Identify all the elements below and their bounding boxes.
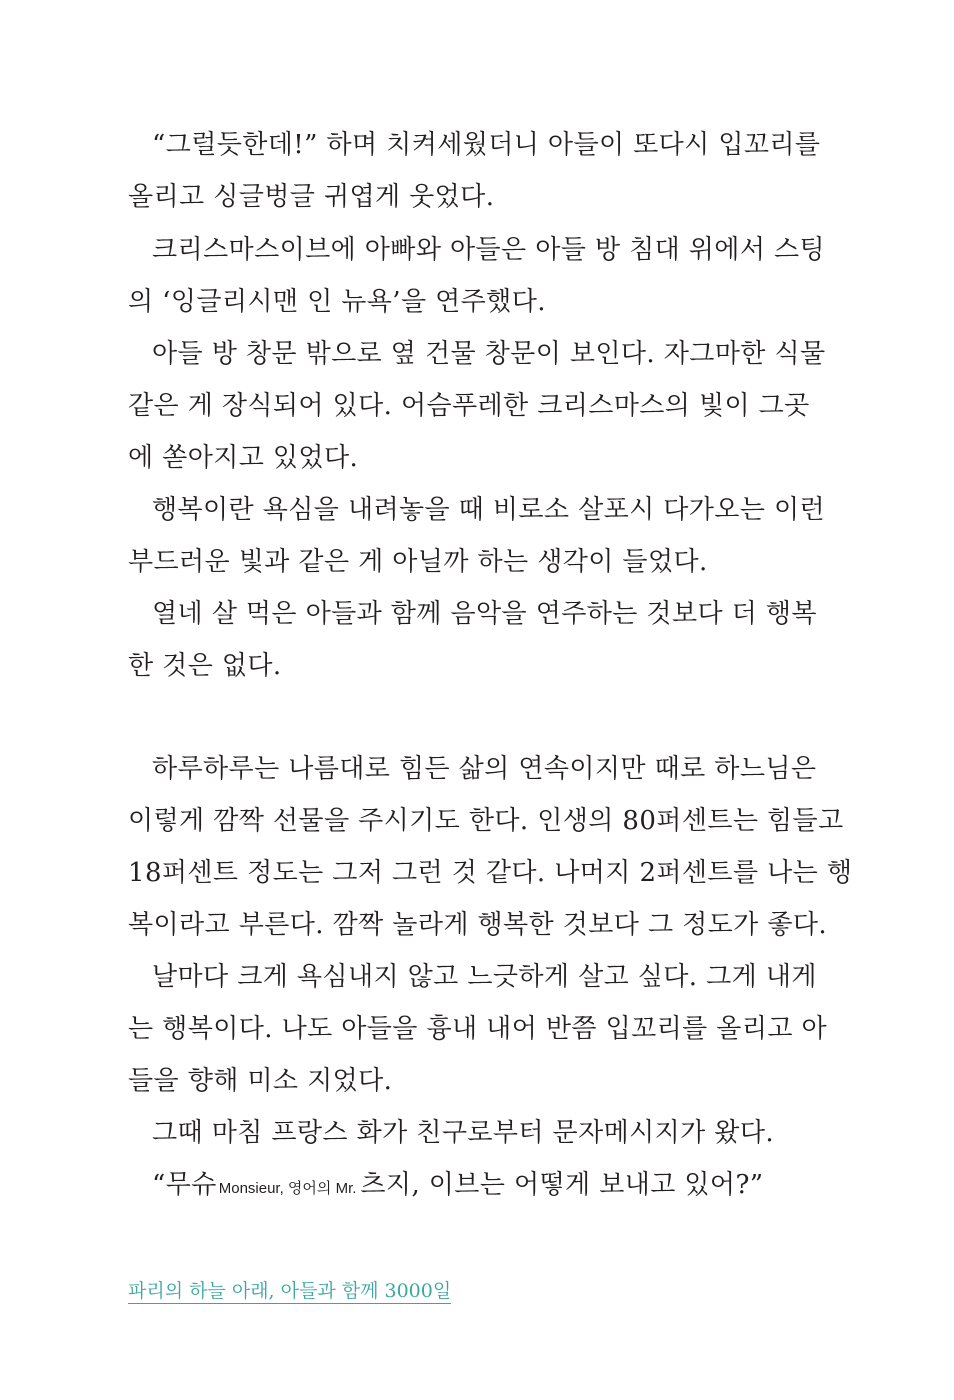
text-line: 복이라고 부른다. 깜짝 놀라게 행복한 것보다 그 정도가 좋다.	[128, 910, 828, 940]
text-line: 행복이란 욕심을 내려놓을 때 비로소 살포시 다가오는 이런	[152, 495, 826, 525]
gloss-note: Monsieur, 영어의 Mr.	[218, 1180, 357, 1197]
text-line: “그럴듯한데!” 하며 치켜세웠더니 아들이 또다시 입꼬리를	[152, 130, 821, 160]
text-line-with-gloss	[152, 1168, 763, 1206]
text-line: 한 것은 없다.	[128, 651, 282, 681]
quote-rest: 츠지, 이브는 어떻게 보내고 있어?”	[360, 1170, 764, 1200]
text-line: 크리스마스이브에 아빠와 아들은 아들 방 침대 위에서 스팅	[152, 235, 826, 265]
text-line: 는 행복이다. 나도 아들을 흉내 내어 반쯤 입꼬리를 올리고 아	[128, 1014, 828, 1044]
text-line: 들을 향해 미소 지었다.	[128, 1066, 393, 1096]
text-line: 열네 살 먹은 아들과 함께 음악을 연주하는 것보다 더 행복	[152, 599, 817, 629]
running-footer	[128, 1278, 451, 1304]
text-line: 날마다 크게 욕심내지 않고 느긋하게 살고 싶다. 그게 내게	[152, 962, 817, 992]
text-line: 하루하루는 나름대로 힘든 삶의 연속이지만 때로 하느님은	[152, 754, 817, 784]
text-line: 이렇게 깜짝 선물을 주시기도 한다. 인생의 80퍼센트는 힘들고	[128, 806, 844, 836]
text-line: 18퍼센트 정도는 그저 그런 것 같다. 나머지 2퍼센트를 나는 행	[128, 858, 853, 888]
text-line: 아들 방 창문 밖으로 옆 건물 창문이 보인다. 자그마한 식물	[152, 339, 826, 369]
text-line: 에 쏟아지고 있었다.	[128, 443, 359, 473]
text-line: 의 ‘잉글리시맨 인 뉴욕’을 연주했다.	[128, 287, 546, 317]
text-line: 부드러운 빛과 같은 게 아닐까 하는 생각이 들었다.	[128, 547, 708, 577]
quote-start: “무슈	[152, 1170, 217, 1200]
book-title: 파리의 하늘 아래, 아들과 함께 3000일	[128, 1280, 452, 1302]
text-line: 그때 마침 프랑스 화가 친구로부터 문자메시지가 왔다.	[152, 1118, 775, 1148]
text-line: 올리고 싱글벙글 귀엽게 웃었다.	[128, 182, 495, 212]
text-line: 같은 게 장식되어 있다. 어슴푸레한 크리스마스의 빛이 그곳	[128, 391, 810, 421]
